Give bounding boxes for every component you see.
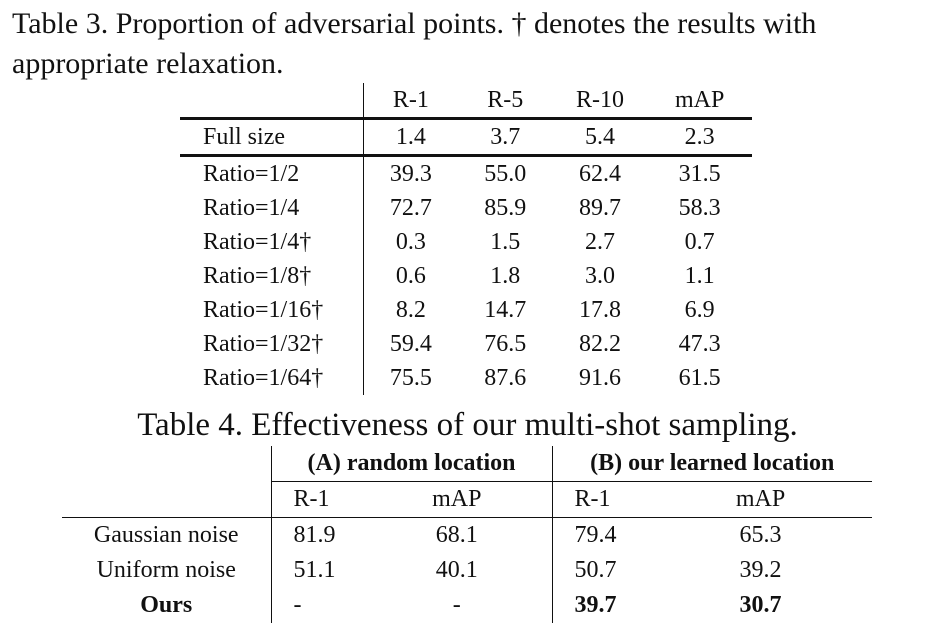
table3-cell: 0.3: [395, 229, 426, 255]
table3-cell: 0.6: [395, 263, 426, 289]
table4-subheader-cell: R-1: [271, 482, 362, 518]
table3-header-cell: mAP: [647, 83, 752, 119]
table-row: [180, 293, 752, 327]
table3-cell: 6.9: [684, 297, 715, 323]
table3-cell: 1.5: [490, 229, 521, 255]
table3-cell: 59.4: [389, 331, 432, 357]
table3-row-label: Ratio=1/64†: [180, 361, 363, 395]
table3-cell: 87.6: [484, 365, 527, 391]
table3-row-label: Full size: [180, 119, 363, 156]
table-row: [62, 518, 872, 554]
table4-row-label: Gaussian noise: [62, 518, 271, 554]
table4-cell: 79.4: [574, 522, 617, 548]
table3-cell: 0.7: [684, 229, 715, 255]
table4-row-label: Ours: [62, 588, 271, 623]
table3-cell: 47.3: [678, 331, 721, 357]
table4-cell: 68.1: [362, 518, 552, 554]
table4-cell: 39.2: [739, 557, 782, 583]
table3-cell: 91.6: [578, 365, 621, 391]
table4-header-empty: [62, 446, 271, 482]
table-row: [180, 259, 752, 293]
table3-header-row: [180, 83, 752, 119]
table3-cell: 1.4: [363, 119, 458, 156]
table-row: [180, 361, 752, 395]
table4-cell: -: [362, 588, 552, 623]
table3-header-cell: R-1: [363, 83, 458, 119]
table4-group-a-header: (A) random location: [271, 446, 552, 482]
table3-cell: 2.3: [647, 119, 752, 156]
table3-row-label: Ratio=1/16†: [180, 293, 363, 327]
table3-cell: 61.5: [678, 365, 721, 391]
table3-cell: 3.0: [584, 263, 615, 289]
table3-row-label: Ratio=1/4: [180, 191, 363, 225]
table3: [180, 83, 752, 395]
table3-caption-line1: Table 3. Proportion of adversarial points. † denotes the results with: [12, 7, 817, 40]
table-row: [180, 225, 752, 259]
table4-caption: Table 4. Effectiveness of our multi-shot sampling.: [137, 407, 798, 443]
table4-group-header-row: [62, 446, 872, 482]
table3-cell: 39.3: [389, 161, 432, 187]
table-row: [180, 327, 752, 361]
table4: [62, 446, 872, 623]
table-row: [62, 588, 872, 623]
table3-caption-line2: appropriate relaxation.: [12, 47, 284, 80]
table3-cell: 1.8: [490, 263, 521, 289]
table4-subheader-cell: R-1: [552, 482, 649, 518]
table3-cell: 76.5: [484, 331, 527, 357]
table-row: [62, 553, 872, 588]
table3-row-label: Ratio=1/32†: [180, 327, 363, 361]
table3-cell: 1.1: [684, 263, 715, 289]
table4-group-b-header: (B) our learned location: [552, 446, 872, 482]
table4-cell: 39.7: [574, 592, 617, 618]
table3-cell: 89.7: [578, 195, 621, 221]
table4-cell: 51.1: [293, 557, 336, 583]
table4-cell: 40.1: [362, 553, 552, 588]
table3-header-cell: R-10: [553, 83, 648, 119]
table4-row-label: Uniform noise: [62, 553, 271, 588]
table3-cell: 82.2: [578, 331, 621, 357]
table3-cell: 55.0: [484, 161, 527, 187]
table3-cell: 31.5: [678, 161, 721, 187]
table3-cell: 2.7: [584, 229, 615, 255]
table4-subheader-row: [62, 482, 872, 518]
table3-cell: 58.3: [678, 195, 721, 221]
table-row: [180, 191, 752, 225]
table3-cell: 3.7: [458, 119, 553, 156]
table3-cell: 62.4: [578, 161, 621, 187]
table3-caption: [12, 4, 927, 84]
table3-cell: 75.5: [389, 365, 432, 391]
table4-subheader-cell: mAP: [649, 482, 872, 518]
table3-row-label: Ratio=1/8†: [180, 259, 363, 293]
table4-cell: 50.7: [574, 557, 617, 583]
table3-header-cell: R-5: [458, 83, 553, 119]
table3-cell: 14.7: [484, 297, 527, 323]
table3-header-empty: [180, 83, 363, 119]
table4-subheader-cell: mAP: [362, 482, 552, 518]
table-row: [180, 156, 752, 192]
table3-cell: 85.9: [484, 195, 527, 221]
table4-cell: 81.9: [293, 522, 336, 548]
table3-full-row: [180, 119, 752, 156]
table4-subheader-empty: [62, 482, 271, 518]
table3-cell: 8.2: [395, 297, 426, 323]
table4-cell: 65.3: [739, 522, 782, 548]
table4-cell: -: [293, 592, 302, 618]
table3-row-label: Ratio=1/4†: [180, 225, 363, 259]
table3-cell: 17.8: [578, 297, 621, 323]
table3-cell: 72.7: [389, 195, 432, 221]
table3-cell: 5.4: [553, 119, 648, 156]
table4-cell: 30.7: [739, 592, 782, 618]
table3-row-label: Ratio=1/2: [180, 156, 363, 192]
